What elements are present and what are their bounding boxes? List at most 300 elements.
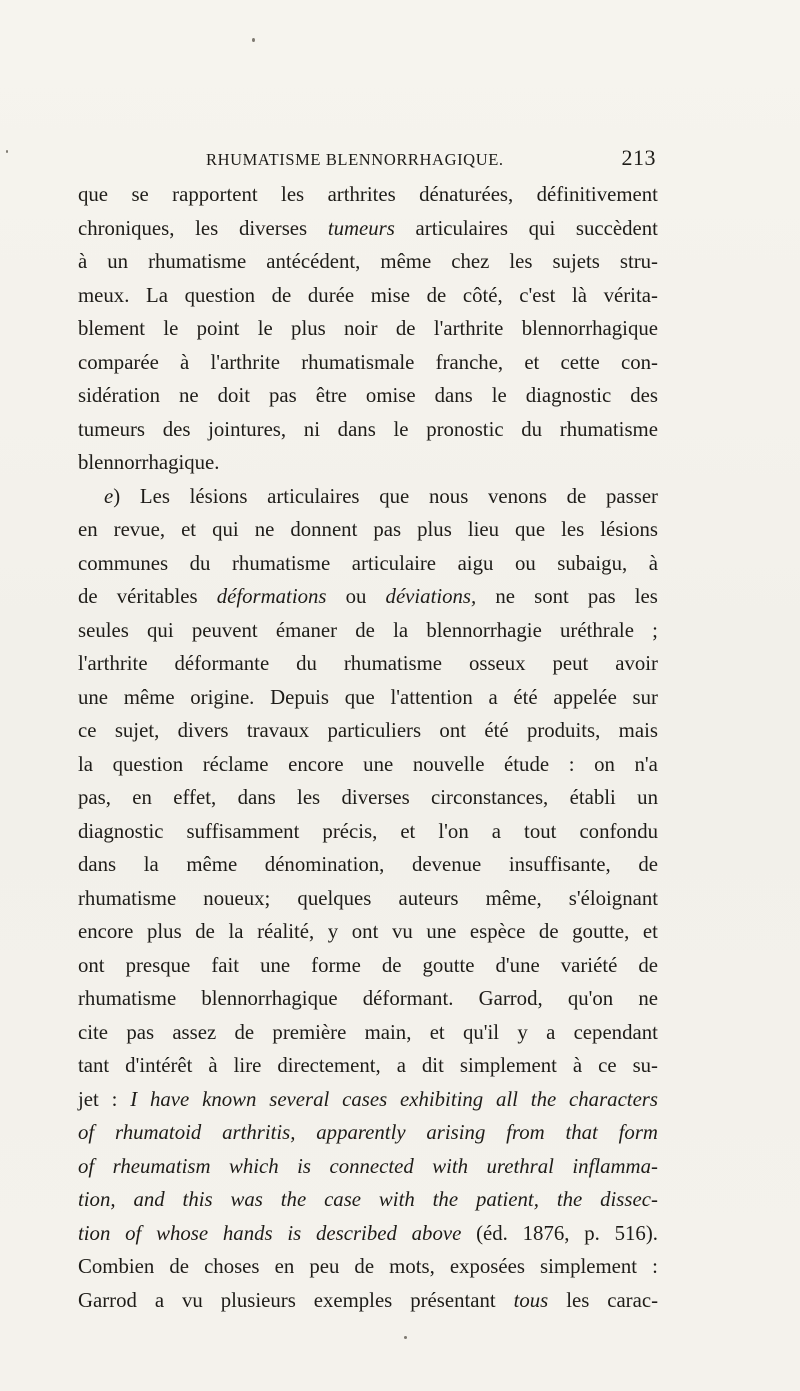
word: confondu <box>579 819 658 843</box>
word: à <box>180 350 190 374</box>
word: à <box>572 1054 583 1077</box>
word: suffisamment <box>186 819 300 843</box>
word: exposées <box>449 1255 525 1278</box>
word: blennorrhagique. <box>78 451 220 474</box>
word: exemples <box>313 1288 393 1312</box>
text-line <box>78 312 658 346</box>
word: les <box>281 183 305 206</box>
word: sur <box>632 685 658 709</box>
word: I <box>130 1087 138 1111</box>
word: déformante <box>174 652 270 675</box>
word: fait <box>211 953 240 977</box>
word: de <box>538 920 559 943</box>
word: là <box>572 283 588 307</box>
word: qui <box>212 518 239 541</box>
word: rhumatisme <box>78 987 177 1010</box>
word: de <box>271 283 292 307</box>
word: de <box>355 618 375 642</box>
word: des <box>162 417 191 441</box>
word: communes <box>78 551 169 575</box>
word: diverses <box>238 216 308 240</box>
word: durée <box>307 283 355 307</box>
word: forme <box>311 953 361 977</box>
word: y <box>517 1020 528 1044</box>
word: pas <box>373 518 402 541</box>
word: characters <box>569 1087 658 1111</box>
text-line <box>78 1049 658 1083</box>
word: plus <box>147 920 182 943</box>
text-line <box>78 1250 658 1284</box>
word: les <box>634 585 658 608</box>
word: même <box>380 250 432 273</box>
word: that <box>565 1121 598 1144</box>
word: jet <box>78 1087 99 1111</box>
word: diagnostic <box>525 384 612 407</box>
word: dans <box>434 384 473 407</box>
word: ont <box>78 953 105 977</box>
word: cependant <box>573 1020 658 1044</box>
word: succèdent <box>575 216 658 240</box>
word: from <box>506 1121 545 1144</box>
word: vu <box>391 920 413 943</box>
text-line <box>78 346 658 380</box>
word: lieu <box>467 518 499 541</box>
word: et <box>524 350 540 374</box>
word: which <box>228 1154 279 1178</box>
word: de <box>195 920 215 943</box>
word: de <box>169 1255 189 1278</box>
word: rhumatisme <box>343 652 443 675</box>
word: s'éloignant <box>568 886 658 910</box>
word: ce <box>598 1054 617 1077</box>
word: ne <box>254 518 275 541</box>
word: que <box>78 183 109 206</box>
word: le <box>257 317 273 340</box>
paper-speck <box>252 38 255 42</box>
word: the <box>556 1188 583 1211</box>
word: known <box>202 1087 257 1111</box>
word: donnent <box>290 518 358 541</box>
word: sont <box>534 585 569 608</box>
word: subaigu, <box>557 551 628 575</box>
word: a <box>154 1288 165 1312</box>
word: uréthrale <box>560 618 634 642</box>
word: of <box>125 1221 142 1245</box>
word: ni <box>303 417 320 441</box>
word: même <box>123 685 175 709</box>
text-line <box>78 647 658 681</box>
word: diagnostic <box>78 819 164 843</box>
word: arthritis, <box>222 1121 296 1144</box>
word: rhumatismale <box>301 350 415 374</box>
word: du <box>189 551 211 575</box>
text-line <box>78 848 658 882</box>
word: de <box>638 853 658 876</box>
word: form <box>618 1121 658 1144</box>
word: variété <box>560 953 618 977</box>
text-line <box>78 681 658 715</box>
text-line <box>78 882 658 916</box>
word: l'arthrite <box>210 350 281 374</box>
word: ne <box>495 585 515 608</box>
text-line <box>78 513 658 547</box>
word: point <box>196 317 240 340</box>
word: on <box>594 752 615 776</box>
word: sidération <box>78 384 161 407</box>
word: être <box>315 384 347 407</box>
word: with <box>432 1154 469 1178</box>
word: assez <box>172 1020 217 1044</box>
word: peut <box>552 652 589 675</box>
word: dans <box>337 417 376 441</box>
word: lire <box>233 1054 262 1077</box>
word: described <box>316 1221 397 1245</box>
word: les <box>561 518 585 541</box>
word: la <box>143 853 159 876</box>
word: le <box>491 384 507 407</box>
word: : <box>568 752 575 776</box>
word: un <box>107 250 129 273</box>
word: ce <box>78 719 97 742</box>
word: the <box>280 1188 307 1211</box>
word: several <box>269 1087 330 1111</box>
word: nous <box>429 484 469 508</box>
word: dit <box>421 1054 444 1077</box>
word: a <box>546 1020 556 1044</box>
word: the <box>432 1188 459 1211</box>
word: antécédent, <box>266 250 361 273</box>
text-line <box>78 212 658 246</box>
word: a <box>396 1054 406 1077</box>
word: en <box>274 1255 295 1278</box>
text-line <box>78 949 658 983</box>
word: insuffisante, <box>508 853 611 876</box>
word: (éd. <box>476 1221 508 1245</box>
word: à <box>208 1054 218 1077</box>
word: rheumatism <box>112 1154 211 1178</box>
word: arising <box>426 1121 486 1144</box>
word: la <box>228 920 244 943</box>
word: blennorrhagique <box>201 987 338 1010</box>
text-line <box>78 1284 658 1318</box>
word: véritables <box>116 585 198 608</box>
text-line <box>78 279 658 313</box>
word: doit <box>217 384 251 407</box>
word: de <box>638 953 658 977</box>
paper-speck <box>404 1336 407 1339</box>
word: des <box>630 384 658 407</box>
word: de <box>395 317 416 340</box>
word: de <box>566 484 587 508</box>
word: d'intérêt <box>125 1054 193 1077</box>
word: rhumatisme <box>148 250 247 273</box>
word: définitivement <box>536 183 658 206</box>
word: déformations <box>216 585 327 608</box>
word: lésions <box>189 484 248 508</box>
word: et <box>429 1020 445 1044</box>
word: patient, <box>475 1188 539 1211</box>
word: l'arthrite <box>433 317 504 340</box>
text-line <box>78 982 658 1016</box>
word: is <box>287 1221 302 1245</box>
word: tumeurs <box>327 216 395 240</box>
word: rhumatisme <box>559 417 658 441</box>
word: plus <box>417 518 452 541</box>
word: su- <box>632 1054 658 1077</box>
word: jointures, <box>208 417 287 441</box>
word: and <box>133 1188 165 1211</box>
word: dénomination, <box>264 853 385 876</box>
word: blennorrhagique <box>521 317 658 340</box>
word: urethral <box>486 1154 554 1178</box>
word: auteurs <box>398 886 459 910</box>
word: une <box>78 685 109 709</box>
word: meux. <box>78 283 130 307</box>
word: que <box>344 685 375 709</box>
word: du <box>521 417 543 441</box>
word: devenue <box>411 853 482 876</box>
word: étude <box>504 752 550 776</box>
word: espèce <box>469 920 526 943</box>
word: été <box>484 719 509 742</box>
word: divers <box>177 719 229 742</box>
word: all <box>496 1087 518 1111</box>
text-line <box>78 714 658 748</box>
word: les <box>509 250 533 273</box>
word: le <box>393 417 409 441</box>
word: La <box>146 283 168 307</box>
word: vérita- <box>603 283 658 307</box>
word: de <box>381 953 402 977</box>
word: blennorrhagie <box>426 618 542 642</box>
running-head <box>206 146 656 174</box>
word: carac- <box>607 1288 658 1312</box>
word: établi <box>569 786 616 809</box>
word: dénaturées, <box>419 183 514 206</box>
word: question <box>112 752 184 776</box>
word: articulaires <box>415 216 508 240</box>
word: of <box>78 1154 95 1178</box>
word: déviations, <box>385 585 477 608</box>
page-number: 213 <box>621 145 656 170</box>
word: réclame <box>202 752 269 776</box>
word: ou <box>345 585 367 608</box>
text-line <box>78 413 658 447</box>
word: appelée <box>553 685 617 709</box>
word: : <box>652 1255 658 1278</box>
word: Garrod, <box>478 987 543 1010</box>
word: p. <box>584 1221 600 1245</box>
word: Garrod <box>78 1288 137 1312</box>
text-line <box>78 915 658 949</box>
word: : <box>111 1087 118 1111</box>
word: que <box>515 518 546 541</box>
word: réalité, <box>257 920 315 943</box>
word: côté, <box>462 283 503 307</box>
word: l'arthrite <box>78 652 148 675</box>
word: whose <box>156 1221 209 1245</box>
word: à <box>648 551 658 575</box>
word: above <box>411 1221 462 1245</box>
word: dissec- <box>600 1188 658 1211</box>
word: première <box>272 1020 347 1044</box>
word: noir <box>344 317 378 340</box>
word: mais <box>618 719 658 742</box>
word: omise <box>365 384 416 407</box>
word: ont <box>439 719 466 742</box>
word: pas, <box>78 786 111 809</box>
word: hands <box>222 1221 273 1245</box>
word: peuvent <box>191 618 258 642</box>
word: la <box>393 618 409 642</box>
word: les <box>297 786 321 809</box>
word: même, <box>485 886 542 910</box>
word: d'une <box>495 953 540 977</box>
text-line <box>78 1217 658 1251</box>
body-text <box>78 178 658 1317</box>
word: encore <box>78 920 134 943</box>
word: cite <box>78 1020 109 1044</box>
word: arthrites <box>327 183 396 206</box>
word: tion <box>78 1221 111 1245</box>
word: particuliers <box>327 719 422 742</box>
word: mots, <box>389 1255 435 1278</box>
word: venons <box>488 484 547 508</box>
word: ou <box>514 551 536 575</box>
word: qu'on <box>567 987 614 1010</box>
word: la <box>78 752 94 776</box>
word: avoir <box>615 652 658 675</box>
word: simplement <box>459 1054 557 1077</box>
word: ; <box>652 618 658 642</box>
word: pas <box>126 1020 155 1044</box>
word: choses <box>204 1255 260 1278</box>
word: l'attention <box>390 685 473 709</box>
word: cases <box>342 1087 388 1111</box>
word: of <box>78 1121 95 1144</box>
word: que <box>379 484 410 508</box>
word: pas <box>587 585 616 608</box>
word: case <box>324 1188 362 1211</box>
word: diverses <box>341 786 410 809</box>
word: une <box>426 920 457 943</box>
word: une <box>260 953 291 977</box>
word: de <box>78 585 98 608</box>
word: émaner <box>275 618 338 642</box>
word: tant <box>78 1054 110 1077</box>
word: revue, <box>113 518 166 541</box>
word: de <box>426 283 447 307</box>
word: directement, <box>277 1054 381 1077</box>
word: plusieurs <box>220 1288 296 1312</box>
text-line <box>78 815 658 849</box>
text-line <box>78 245 658 279</box>
text-line <box>78 547 658 581</box>
word: quelques <box>297 886 372 910</box>
word: aigu <box>457 551 494 575</box>
word: n'a <box>634 752 658 776</box>
word: vu <box>181 1288 203 1312</box>
word: nouvelle <box>412 752 485 776</box>
running-head-title: RHUMATISME BLENNORRHAGIQUE. <box>206 150 504 169</box>
word: 1876, <box>522 1221 570 1245</box>
word: connected <box>329 1154 414 1178</box>
word: l'on <box>438 819 469 843</box>
word: comparée <box>78 350 159 374</box>
word: have <box>150 1087 190 1111</box>
word: se <box>131 183 149 206</box>
word: encore <box>288 752 344 776</box>
word: été <box>513 685 538 709</box>
word: ont <box>351 920 379 943</box>
word: mise <box>370 283 410 307</box>
word: y <box>327 920 339 943</box>
text-line <box>78 1083 658 1117</box>
word: Les <box>139 484 170 508</box>
word: Combien <box>78 1255 155 1278</box>
word: à <box>78 250 88 273</box>
word: du <box>296 652 317 675</box>
word: sujets <box>552 250 600 273</box>
word: et <box>400 819 416 843</box>
word: franche, <box>435 350 504 374</box>
word: qui <box>147 618 174 642</box>
word: e) <box>104 484 121 508</box>
word: exhibiting <box>400 1087 484 1111</box>
word: qui <box>528 216 556 240</box>
word: travaux <box>246 719 310 742</box>
text-line <box>78 178 658 212</box>
word: Depuis <box>270 685 329 709</box>
word: et <box>181 518 197 541</box>
word: passer <box>606 484 658 508</box>
word: ne <box>179 384 199 407</box>
word: circonstances, <box>431 786 549 809</box>
word: présentant <box>410 1288 496 1312</box>
word: tion, <box>78 1188 116 1211</box>
word: en <box>78 518 98 541</box>
word: les <box>195 216 219 240</box>
word: a <box>488 685 498 709</box>
word: en <box>132 786 152 809</box>
word: même <box>186 853 238 876</box>
word: ne <box>638 987 658 1010</box>
word: cette <box>560 350 600 374</box>
word: tous <box>513 1288 549 1312</box>
word: goutte, <box>572 920 630 943</box>
word: main, <box>364 1020 412 1044</box>
word: et <box>642 920 658 943</box>
word: peu <box>309 1255 340 1278</box>
text-line <box>78 580 658 614</box>
word: 516). <box>614 1221 658 1245</box>
text-line <box>78 781 658 815</box>
word: dans <box>237 786 276 809</box>
word: was <box>230 1188 263 1211</box>
word: rhumatisme <box>78 886 177 910</box>
word: articulaire <box>351 551 437 575</box>
paper-speck <box>6 150 8 153</box>
word: chroniques, <box>78 216 175 240</box>
word: goutte <box>422 953 475 977</box>
word: simplement <box>540 1255 638 1278</box>
text-line <box>78 379 658 413</box>
text-line <box>78 480 658 514</box>
word: seules <box>78 618 129 642</box>
word: une <box>363 752 394 776</box>
word: pronostic <box>426 417 504 441</box>
word: presque <box>125 953 191 977</box>
